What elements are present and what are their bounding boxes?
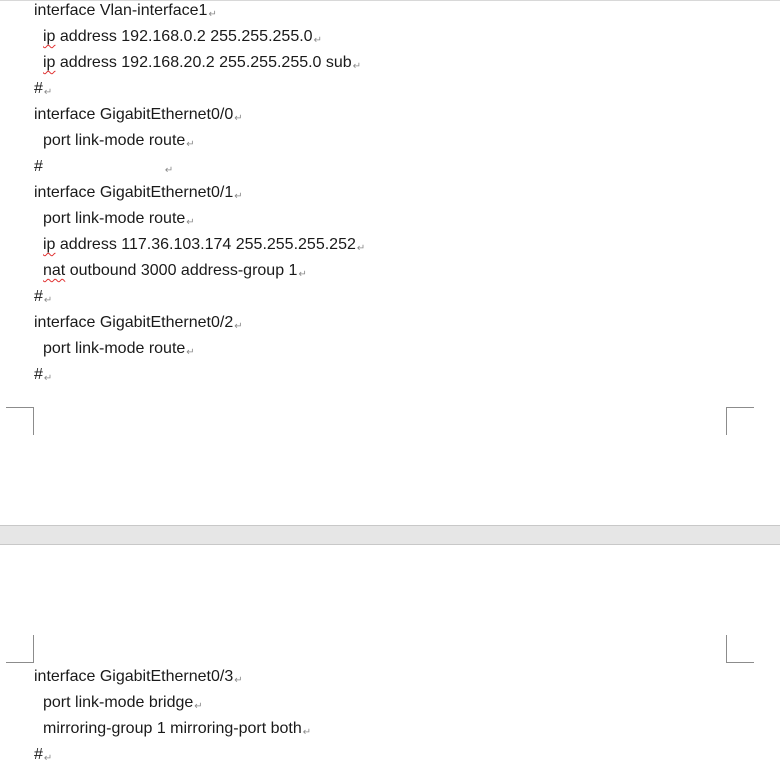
- margin-corner-bottom-right: [726, 407, 754, 435]
- paragraph-mark-icon: ↵: [43, 373, 53, 384]
- line-text: interface GigabitEthernet0/1: [34, 184, 234, 201]
- paragraph-mark-icon: ↵: [43, 753, 53, 764]
- text-line[interactable]: [43, 234, 365, 256]
- margin-corner-top-left: [6, 635, 34, 663]
- paragraph-mark-icon: ↵: [186, 139, 195, 150]
- line-text: address 117.36.103.174 255.255.255.252: [55, 236, 356, 253]
- paragraph-mark-icon: ↵: [234, 321, 243, 332]
- text-line[interactable]: [43, 130, 195, 152]
- line-text: #: [34, 158, 43, 175]
- paragraph-mark-icon: ↵: [186, 217, 195, 228]
- line-text: #: [34, 288, 43, 305]
- line-text: interface GigabitEthernet0/0: [34, 106, 234, 123]
- spellcheck-flagged-word: ip: [43, 54, 56, 71]
- text-line[interactable]: [34, 0, 217, 22]
- paragraph-mark-icon: ↵: [298, 269, 307, 280]
- line-text: port link-mode route: [43, 210, 186, 227]
- line-text: interface GigabitEthernet0/2: [34, 314, 234, 331]
- text-line[interactable]: [43, 338, 195, 360]
- line-text: address 192.168.20.2 255.255.255.0 sub: [55, 54, 352, 71]
- text-line[interactable]: [34, 744, 52, 766]
- line-text: interface Vlan-interface1: [34, 2, 208, 19]
- spellcheck-flagged-word: ip: [43, 236, 56, 253]
- text-line[interactable]: [34, 156, 173, 178]
- margin-corner-bottom-left: [6, 407, 34, 435]
- paragraph-mark-icon: ↵: [302, 727, 312, 738]
- paragraph-mark-icon: ↵: [164, 165, 174, 176]
- line-text: port link-mode bridge: [43, 694, 194, 711]
- paragraph-mark-icon: ↵: [43, 295, 53, 306]
- text-line[interactable]: [34, 666, 243, 688]
- line-text: #: [34, 80, 43, 97]
- text-line[interactable]: [34, 364, 52, 386]
- paragraph-mark-icon: ↵: [313, 35, 322, 46]
- paragraph-mark-icon: ↵: [208, 9, 217, 20]
- paragraph-mark-icon: ↵: [356, 243, 366, 254]
- text-line[interactable]: [34, 286, 52, 308]
- text-line[interactable]: [43, 718, 311, 740]
- spellcheck-flagged-word: nat: [43, 262, 66, 279]
- line-text: port link-mode route: [43, 340, 186, 357]
- text-line[interactable]: [43, 26, 322, 48]
- paragraph-mark-icon: ↵: [234, 675, 243, 686]
- line-text: mirroring-group 1 mirroring-port both: [43, 720, 302, 737]
- page-break-gap: [0, 525, 780, 545]
- text-line[interactable]: [34, 78, 52, 100]
- document-page-2: [0, 545, 780, 773]
- text-line[interactable]: [43, 208, 195, 230]
- text-line[interactable]: [34, 312, 243, 334]
- paragraph-mark-icon: ↵: [352, 61, 362, 72]
- paragraph-mark-icon: ↵: [43, 87, 53, 98]
- margin-corner-top-right: [726, 635, 754, 663]
- paragraph-mark-icon: ↵: [234, 113, 243, 124]
- text-line[interactable]: [34, 182, 243, 204]
- paragraph-mark-icon: ↵: [186, 347, 195, 358]
- paragraph-mark-icon: ↵: [234, 191, 243, 202]
- text-line[interactable]: [34, 104, 243, 126]
- text-line[interactable]: [43, 52, 361, 74]
- line-text: address 192.168.0.2 255.255.255.0: [55, 28, 313, 45]
- text-line[interactable]: [43, 692, 203, 714]
- line-text: #: [34, 746, 43, 763]
- text-line[interactable]: [43, 260, 307, 282]
- spellcheck-flagged-word: ip: [43, 28, 56, 45]
- line-text: outbound 3000 address-group 1: [65, 262, 298, 279]
- line-text: interface GigabitEthernet0/3: [34, 668, 234, 685]
- line-text: #: [34, 366, 43, 383]
- paragraph-mark-icon: ↵: [194, 701, 203, 712]
- line-text: port link-mode route: [43, 132, 186, 149]
